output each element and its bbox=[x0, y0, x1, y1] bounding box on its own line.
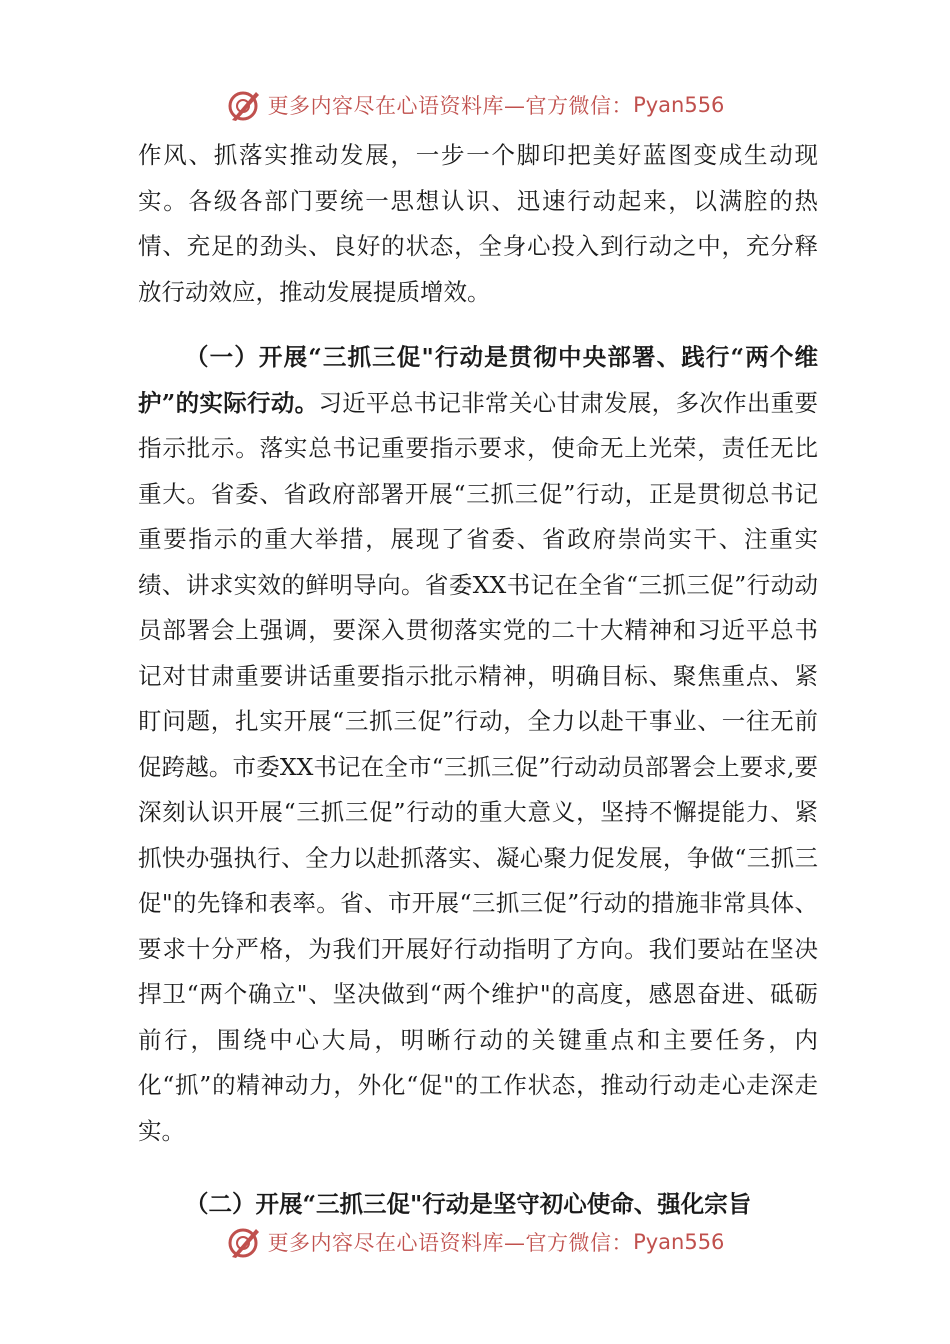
banner-wechat-id: Pyan556 bbox=[633, 1230, 725, 1254]
watermark-banner-top bbox=[0, 85, 950, 125]
paragraph-section-2 bbox=[138, 1182, 818, 1228]
paragraph-section-1 bbox=[138, 335, 818, 1154]
banner-text: 更多内容尽在心语资料库—官方微信： bbox=[267, 94, 634, 118]
pen-circle-logo-icon bbox=[226, 87, 262, 123]
banner-text: 更多内容尽在心语资料库—官方微信： bbox=[267, 1231, 634, 1255]
watermark-banner-bottom bbox=[0, 1222, 950, 1262]
section-1-heading: （一）开展“三抓三促"行动是贯彻中央部署、践行“两个维护”的实际行动。 bbox=[138, 343, 818, 417]
section-2-heading: （二）开展“三抓三促"行动是坚守初心使命、强化宗旨 bbox=[185, 1190, 752, 1218]
section-1-body: 习近平总书记非常关心甘肃发展，多次作出重要指示批示。落实总书记重要指示要求，使命无上光荣，责任无比重大。省委、省政府部署开展“三抓三促”行动，正是贯彻总书记重要指示的重大举措，展现了省委、省政府崇尚实干、注重实绩、讲求实效的鲜明导向。省委XX书记在全省“三抓三促”行动动员部署会上强调，要深入贯彻落实党的二十大精神和习近平总书记对甘肃重要讲话重要指示批示精神，明确目标、聚焦重点、紧盯问题，扎实开展“三抓三促”行动，全力以赴干事业、一往无前促跨越。市委XX书记在全市“三抓三促”行动动员部署会上要求,要深刻认识开展“三抓三促”行动的重大意义，坚持不懈提能力、紧抓快办强执行、全力以赴抓落实、凝心聚力促发展，争做“三抓三促"的先锋和表率。省、市开展“三抓三促”行动的措施非常具体、要求十分严格，为我们开展好行动指明了方向。我们要站在坚决捍卫“两个确立"、坚决做到“两个维护"的高度，感恩奋进、砥砺前行，围绕中心大局，明晰行动的关键重点和主要任务，内化“抓”的精神动力，外化“促"的工作状态，推动行动走心走深走实。 bbox=[138, 388, 818, 1145]
paragraph-continuation: 作风、抓落实推动发展，一步一个脚印把美好蓝图变成生动现实。各级各部门要统一思想认识、迅速行动起来，以满腔的热情、充足的劲头、良好的状态，全身心投入到行动之中，充分释放行动效应，推动发展提质增效。 bbox=[138, 141, 818, 306]
document-body bbox=[138, 133, 818, 1228]
pen-circle-logo-icon bbox=[226, 1224, 262, 1260]
banner-wechat-id: Pyan556 bbox=[633, 93, 725, 117]
